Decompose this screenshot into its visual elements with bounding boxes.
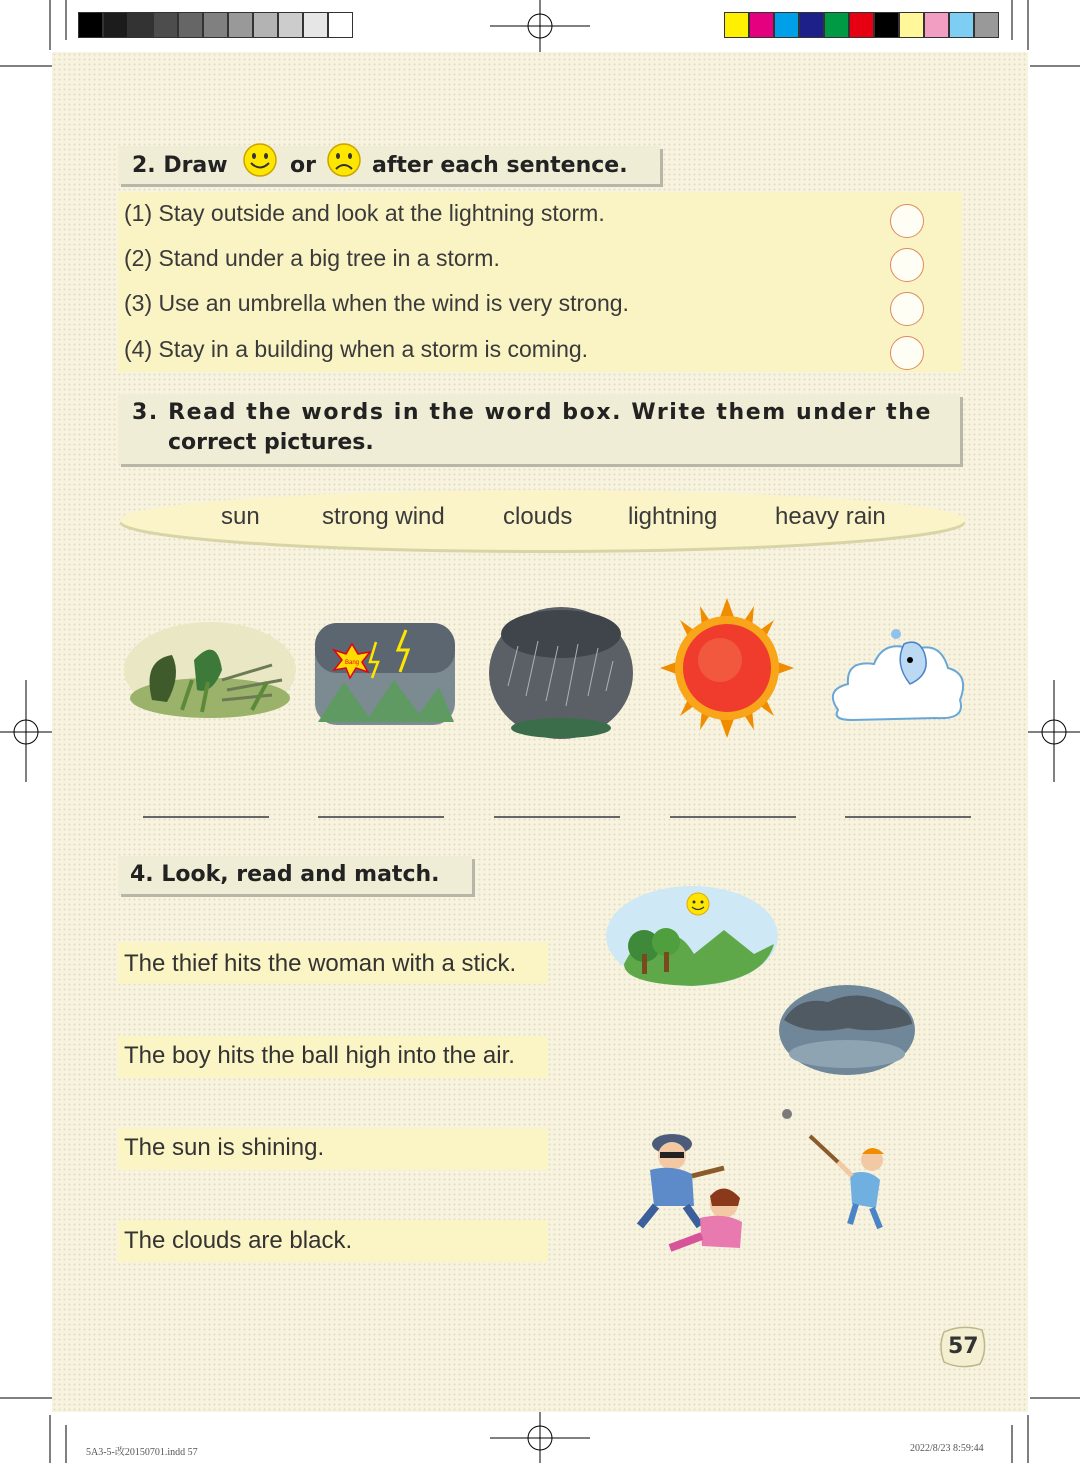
section-4-heading xyxy=(118,856,472,894)
thief-and-woman-picture xyxy=(620,1126,752,1256)
sunny-landscape-picture xyxy=(604,884,780,990)
sentence-3: (3) Use an umbrella when the wind is very strong. xyxy=(124,290,629,316)
answer-circle-3[interactable] xyxy=(890,292,924,326)
match-sentence-2: The boy hits the ball high into the air. xyxy=(124,1042,515,1069)
match-sentence-3: The sun is shining. xyxy=(124,1134,325,1161)
sad-face-icon xyxy=(326,142,362,178)
word-heavy-rain: heavy rain xyxy=(775,503,886,530)
answer-line-4[interactable] xyxy=(670,816,796,818)
answer-line-5[interactable] xyxy=(845,816,971,818)
word-strong-wind: strong wind xyxy=(322,503,445,530)
section-3-heading xyxy=(118,394,960,464)
match-sentence-4: The clouds are black. xyxy=(124,1227,353,1254)
section-3-title-line-2: correct pictures. xyxy=(168,430,374,455)
sentence-2: (2) Stand under a big tree in a storm. xyxy=(124,245,500,271)
answer-line-1[interactable] xyxy=(143,816,269,818)
word-sun: sun xyxy=(221,503,260,530)
word-lightning: lightning xyxy=(628,503,718,530)
section-4-title: 4. Look, read and match. xyxy=(130,862,440,887)
black-clouds-picture xyxy=(778,984,916,1076)
lightning-picture xyxy=(314,622,456,726)
strong-wind-picture xyxy=(122,620,298,720)
boy-hitting-ball-picture xyxy=(780,1104,896,1236)
clouds-picture xyxy=(824,624,970,724)
section-2-title-or: or xyxy=(290,153,316,178)
match-sentence-1: The thief hits the woman with a stick. xyxy=(124,950,517,977)
smiley-face-icon xyxy=(242,142,278,178)
section-3-title-line-1: 3. Read the words in the word box. Write them under the xyxy=(132,400,933,425)
footer-timestamp: 2022/8/23 8:59:44 xyxy=(910,1443,984,1454)
sun-picture xyxy=(660,598,794,738)
answer-circle-1[interactable] xyxy=(890,204,924,238)
heavy-rain-picture xyxy=(488,606,634,740)
word-clouds: clouds xyxy=(503,503,573,530)
sentence-4: (4) Stay in a building when a storm is coming. xyxy=(124,336,589,362)
answer-circle-2[interactable] xyxy=(890,248,924,282)
bang-label: Bang xyxy=(344,660,360,666)
answer-circle-4[interactable] xyxy=(890,336,924,370)
footer-file-name: 5A3-5-改20150701.indd 57 xyxy=(86,1447,198,1458)
sentence-1: (1) Stay outside and look at the lightning storm. xyxy=(124,200,605,226)
section-2-heading xyxy=(118,146,660,184)
page-number: 57 xyxy=(948,1334,979,1359)
answer-line-3[interactable] xyxy=(494,816,620,818)
answer-line-2[interactable] xyxy=(318,816,444,818)
section-2-title-start: 2. Draw xyxy=(132,153,228,178)
section-2-title-end: after each sentence. xyxy=(372,153,628,178)
